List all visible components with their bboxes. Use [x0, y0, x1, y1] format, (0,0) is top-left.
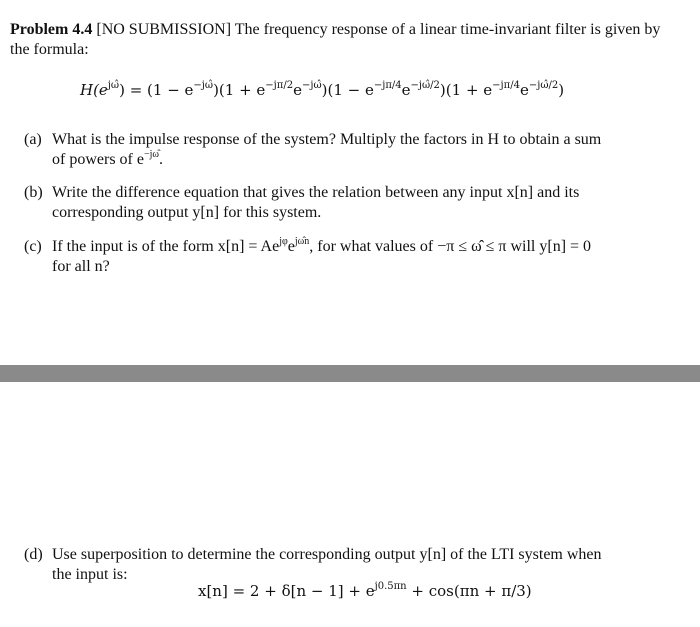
- formula-exp: −jπ/2: [265, 80, 294, 91]
- formula-exp: −jπ/4: [492, 80, 520, 91]
- formula-exp: j0.5πn: [374, 581, 407, 592]
- formula-part: )(1 − e: [321, 81, 374, 99]
- formula-exp: −jπ/4: [373, 80, 402, 91]
- frequency-response-formula: [80, 80, 564, 100]
- part-text: corresponding output y[n] for this system.: [52, 204, 322, 221]
- part-c: [24, 237, 684, 277]
- part-text: the input is:: [52, 566, 128, 583]
- formula-part: e: [519, 81, 529, 99]
- divider-bar: [0, 365, 700, 382]
- part-label: (b): [24, 184, 43, 201]
- formula-part: e: [401, 81, 411, 99]
- formula-part: )(1 + e: [439, 81, 493, 99]
- problem-statement: [10, 20, 670, 60]
- formula-exp: jω̂: [107, 80, 120, 91]
- formula-part: + cos(πn + π/3): [406, 582, 532, 600]
- formula-part: x[n] = 2 + δ[n − 1] + e: [198, 582, 375, 600]
- formula-exp: −jω̂: [143, 149, 159, 160]
- formula-part: H(e: [80, 81, 108, 99]
- part-d: [24, 545, 674, 585]
- formula-part: ) = (1 − e: [119, 81, 194, 99]
- part-text: Write the difference equation that gives the relation between any input x[n] and its: [52, 184, 580, 201]
- part-label: (d): [24, 546, 43, 563]
- formula-exp: jφ: [279, 236, 288, 247]
- problem-number: Problem 4.4: [10, 21, 93, 38]
- part-b: [24, 183, 674, 223]
- formula-exp: −jω̂/2: [528, 80, 559, 91]
- part-a: [24, 130, 674, 170]
- part-text: e: [287, 238, 295, 255]
- part-text: .: [158, 151, 163, 168]
- part-text: What is the impulse response of the system? Multiply the factors in H to obtain a sum: [52, 131, 602, 148]
- formula-exp: jω̂n: [294, 236, 310, 247]
- formula-exp: −jω̂/2: [410, 80, 440, 91]
- part-text: of powers of e: [52, 151, 144, 168]
- part-text: Use superposition to determine the corresponding output y[n] of the LTI system when: [52, 546, 602, 563]
- formula-exp: −jω̂: [301, 80, 322, 91]
- part-label: (c): [24, 238, 42, 255]
- formula-exp: −jω̂: [193, 80, 214, 91]
- problem-intro: [NO SUBMISSION] The frequency response of a linear time-invariant filter is given by the formula:: [10, 21, 661, 58]
- part-text: for all n?: [52, 258, 110, 275]
- formula-part: e: [293, 81, 302, 99]
- part-text: , for what values of −π ≤ ω̂ ≤ π will y[n] = 0: [309, 238, 592, 255]
- formula-part: )(1 + e: [213, 81, 266, 99]
- input-signal-formula: [198, 581, 532, 601]
- part-label: (a): [24, 131, 42, 148]
- formula-part: ): [558, 81, 565, 99]
- part-text: If the input is of the form x[n] = Ae: [52, 238, 280, 255]
